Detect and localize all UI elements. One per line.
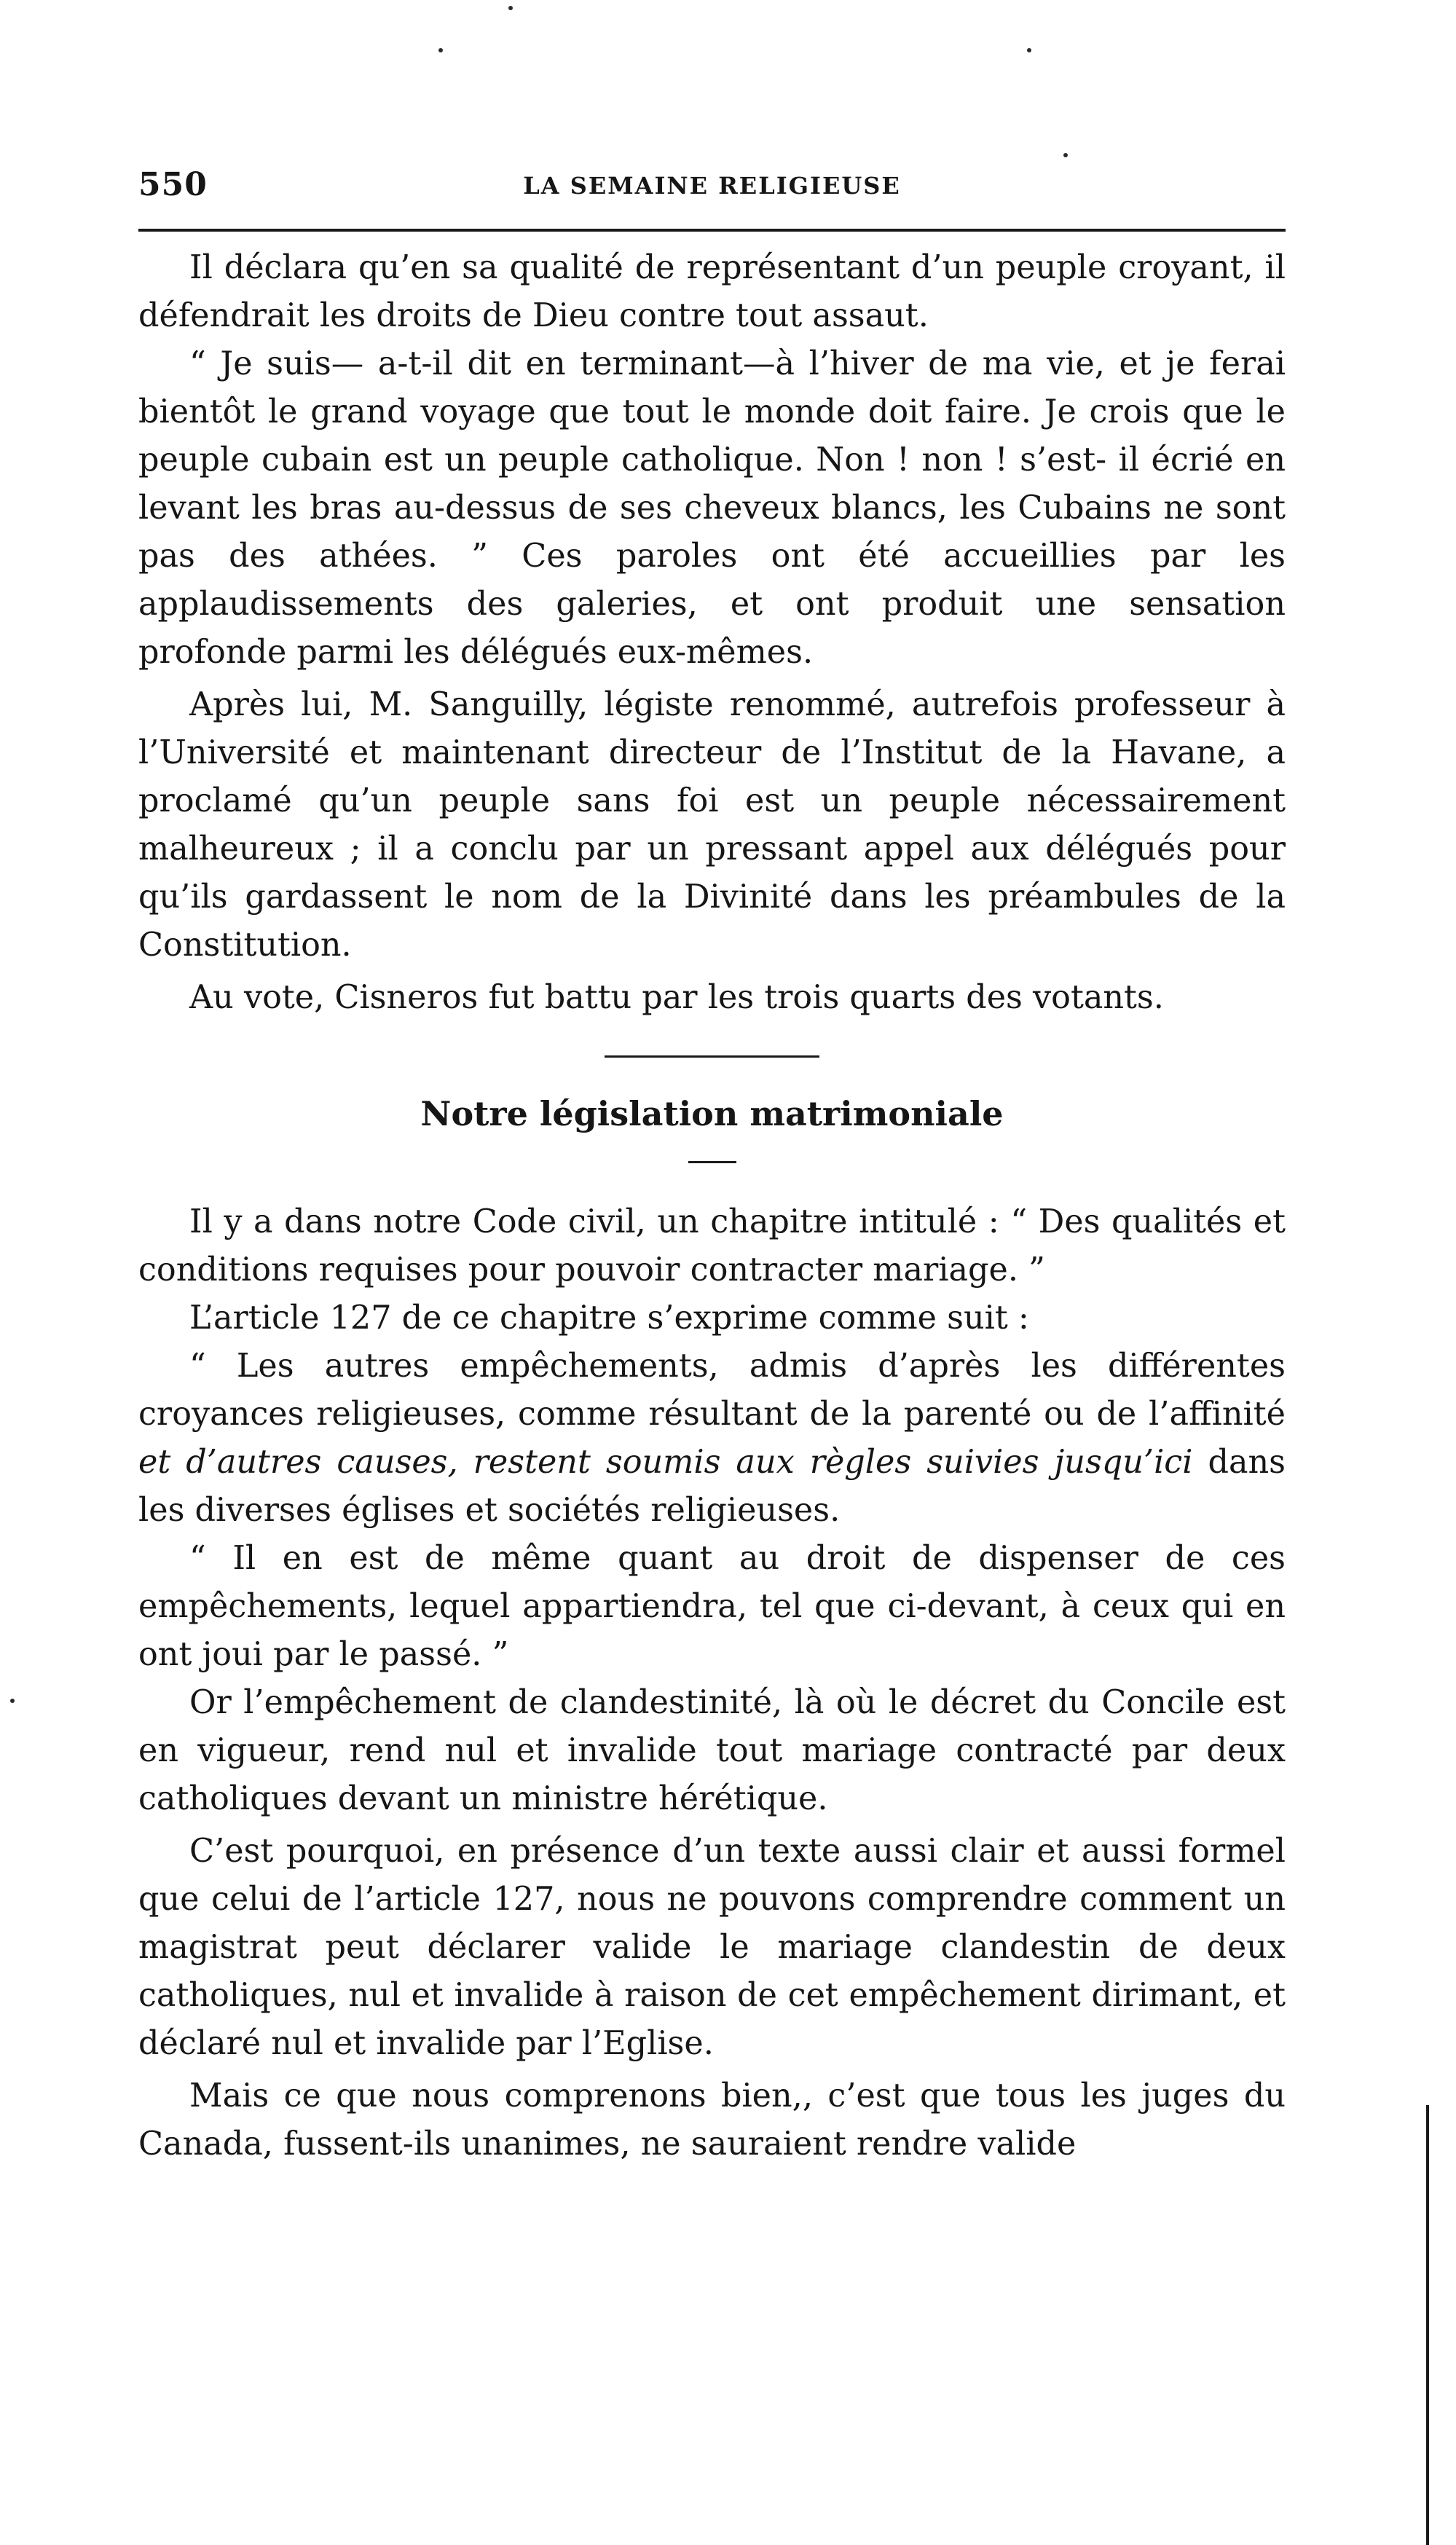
running-title: LA SEMAINE RELIGIEUSE	[523, 172, 901, 200]
section-separator	[605, 1055, 819, 1058]
paragraph: Après lui, M. Sanguilly, légiste renommé, autrefois professeur à l’Université et maintenant directeur de l’Institut de la Havane, a proclamé qu’un peuple sans foi est un peuple nécessairement malheureux ; il a conclu par un pressant appel aux délégués pour qu’ils gardassent le nom de la Divinité dans les préambules de la Constitution.	[138, 686, 1286, 964]
paragraph: Il déclara qu’en sa qualité de représentant d’un peuple croyant, il défendrait les droits de Dieu contre tout assaut.	[138, 249, 1286, 334]
paragraph: L’article 127 de ce chapitre s’exprime comme suit :	[189, 1299, 1029, 1337]
header-rule	[138, 229, 1286, 232]
body-text	[138, 244, 1286, 2168]
paragraph: C’est pourquoi, en présence d’un texte aussi clair et aussi formel que celui de l’article 127, nous ne pouvons comprendre comment un magistrat peut déclarer valide le mariage clandestin de deux catholiques, nul et invalide à raison de cet empêchement dirimant, et déclaré nul et invalide par l’Eglise.	[138, 1833, 1286, 2062]
paragraph: “ Il en est de même quant au droit de dispenser de ces empêchements, lequel appartiendra, tel que ci-devant, à ceux qui en ont joui par le passé. ”	[138, 1540, 1286, 1673]
quote-text-italic: et d’autres causes, restent soumis aux règles suivies jusqu’ici	[138, 1444, 1193, 1481]
scan-speck	[10, 1699, 15, 1703]
title-dash	[688, 1161, 736, 1163]
scan-speck	[1063, 153, 1068, 157]
paragraph: Au vote, Cisneros fut battu par les trois quarts des votants.	[189, 979, 1164, 1016]
paragraph: Il y a dans notre Code civil, un chapitre intitulé : “ Des qualités et conditions requises pour pouvoir contracter mariage. ”	[138, 1203, 1286, 1289]
scan-speck	[508, 6, 513, 10]
paragraph: Or l’empêchement de clandestinité, là où le décret du Concile est en vigueur, rend nul et invalide tout mariage contracté par deux catholiques devant un ministre hérétique.	[138, 1684, 1286, 1817]
paragraph: Mais ce que nous comprenons bien,, c’est que tous les juges du Canada, fussent-ils unanimes, ne sauraient rendre valide	[138, 2077, 1286, 2163]
page-header	[138, 166, 1286, 217]
paragraph: “ Je suis— a-t-il dit en terminant—à l’hiver de ma vie, et je ferai bientôt le grand voyage que tout le monde doit faire. Je crois que le peuple cubain est un peuple catholique. Non ! non ! s’est- il écrié en levant les bras au-dessus de ses cheveux blancs, les Cubains ne sont pas des athées. ” Ces paroles ont été accueillies par les applaudissements des galeries, et ont produit une sensation profonde parmi les délégués eux-mêmes.	[138, 345, 1286, 671]
scan-speck	[1027, 48, 1031, 52]
scan-margin-line	[1426, 2105, 1429, 2545]
section-title: Notre législation matrimoniale	[420, 1094, 1004, 1133]
quoted-article-paragraph	[138, 1342, 1286, 1535]
quote-text-start: “ Les autres empêchements, admis d’après les différentes croyances religieuses, comme résultant de la parenté ou de l’affinité	[138, 1348, 1286, 1433]
scan-speck	[438, 48, 443, 52]
quote-text-end: dans les diverses églises et sociétés religieuses.	[138, 1444, 1286, 1529]
page-number: 550	[138, 166, 208, 203]
